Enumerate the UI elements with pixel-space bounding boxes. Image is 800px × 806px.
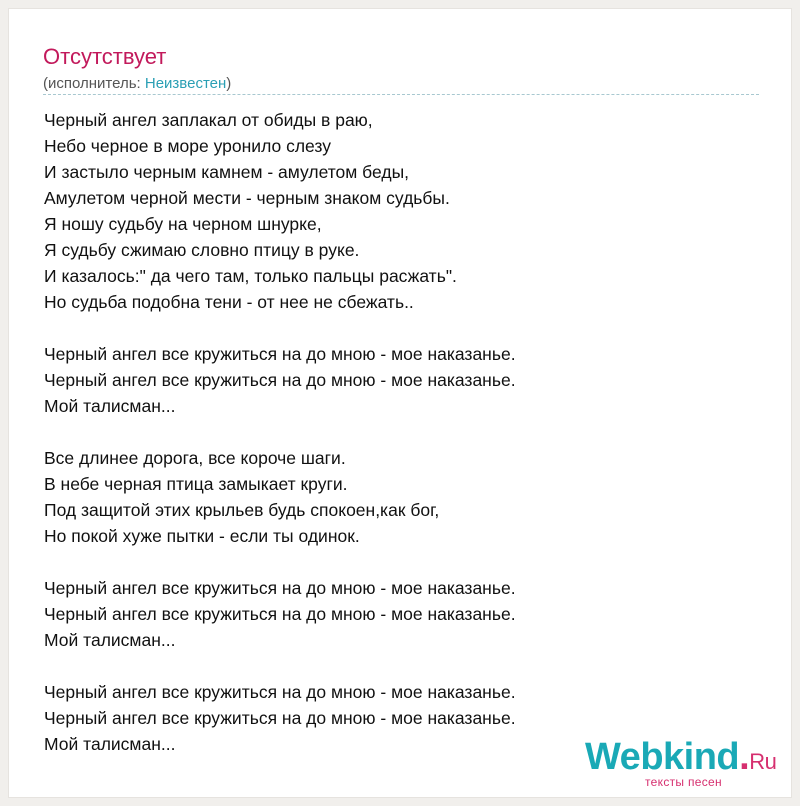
lyric-line: Мой талисман...: [44, 630, 176, 650]
webkind-logo[interactable]: [585, 735, 785, 795]
lyric-line: Но покой хуже пытки - если ты одинок.: [44, 526, 360, 546]
lyric-line: Черный ангел все кружиться на до мною - мое наказанье.: [44, 708, 516, 728]
lyrics-stanza: [44, 341, 516, 419]
lyric-line: Мой талисман...: [44, 396, 176, 416]
lyric-line: В небе черная птица замыкает круги.: [44, 474, 348, 494]
lyric-line: Я ношу судьбу на черном шнурке,: [44, 214, 322, 234]
artist-link[interactable]: Неизвестен: [144, 75, 227, 92]
lyrics-card: [8, 8, 792, 798]
lyric-line: И казалось:" да чего там, только пальцы расжать".: [44, 266, 457, 286]
logo-dot: .: [739, 736, 750, 778]
logo-main-text: Webkind: [585, 736, 740, 778]
lyric-line: Под защитой этих крыльев будь спокоен,как бог,: [44, 500, 440, 520]
lyric-line: Мой талисман...: [44, 734, 176, 754]
lyric-line: Все длинее дорога, все короче шаги.: [44, 448, 346, 468]
lyrics-stanza: [44, 679, 516, 757]
logo-tld: Ru: [749, 749, 777, 774]
lyric-line: Амулетом черной мести - черным знаком судьбы.: [44, 188, 450, 208]
lyric-line: Но судьба подобна тени - от нее не сбежать..: [44, 292, 414, 312]
lyrics-stanza: [44, 575, 516, 653]
lyric-line: Черный ангел все кружиться на до мною - мое наказанье.: [44, 344, 516, 364]
artist-suffix: ): [226, 75, 232, 92]
title-divider: [43, 94, 759, 95]
lyric-line: Черный ангел все кружиться на до мною - мое наказанье.: [44, 604, 516, 624]
lyric-line: Черный ангел заплакал от обиды в раю,: [44, 110, 373, 130]
lyric-line: Черный ангел все кружиться на до мною - мое наказанье.: [44, 682, 516, 702]
lyrics-stanza: [44, 107, 516, 315]
logo-subtitle: тексты песен: [645, 775, 722, 789]
lyrics-text: [44, 107, 516, 783]
lyric-line: Небо черное в море уронило слезу: [44, 136, 331, 156]
artist-line: [43, 75, 231, 93]
song-title: Отсутствует: [43, 44, 167, 69]
lyric-line: Черный ангел все кружиться на до мною - мое наказанье.: [44, 578, 516, 598]
lyric-line: И застыло черным камнем - амулетом беды,: [44, 162, 410, 182]
artist-prefix: (исполнитель:: [43, 75, 145, 92]
lyrics-stanza: [44, 445, 516, 549]
lyric-line: Я судьбу сжимаю словно птицу в руке.: [44, 240, 360, 260]
lyric-line: Черный ангел все кружиться на до мною - мое наказанье.: [44, 370, 516, 390]
